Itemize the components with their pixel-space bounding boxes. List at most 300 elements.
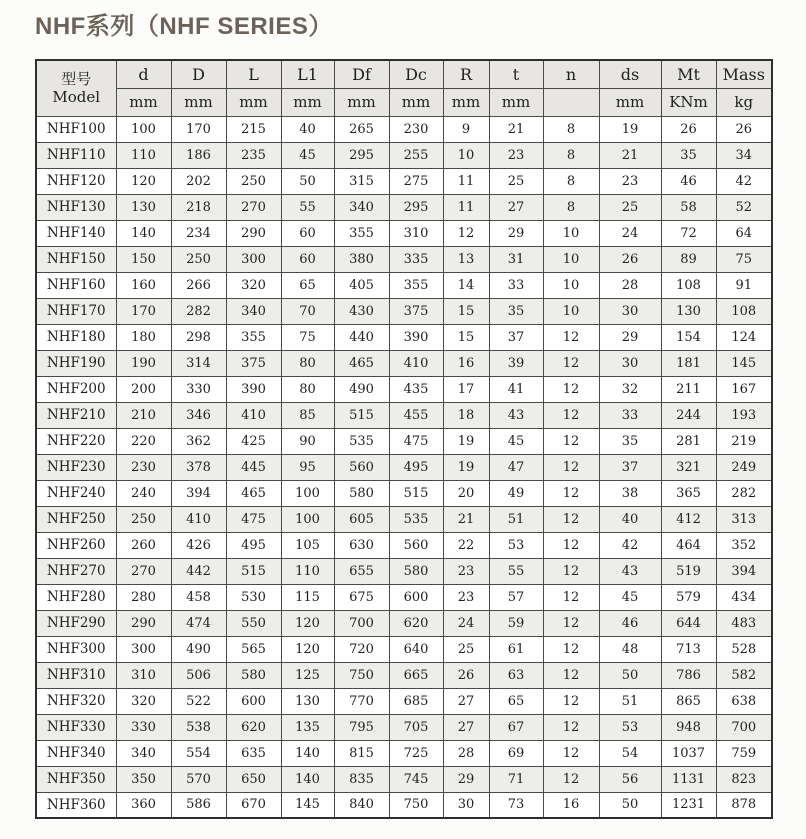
cell-r: 15 <box>443 298 489 324</box>
cell-l: 270 <box>226 194 281 220</box>
cell-d: 218 <box>171 194 226 220</box>
cell-t: 63 <box>489 662 543 688</box>
cell-n: 10 <box>543 246 599 272</box>
cell-l: 250 <box>226 168 281 194</box>
cell-ds: 53 <box>599 714 661 740</box>
cell-d: 300 <box>116 636 171 662</box>
cell-mt: 865 <box>661 688 716 714</box>
cell-dc: 685 <box>389 688 443 714</box>
cell-mt: 464 <box>661 532 716 558</box>
cell-d: 490 <box>171 636 226 662</box>
cell-l: 410 <box>226 402 281 428</box>
cell-mt: 244 <box>661 402 716 428</box>
cell-d: 266 <box>171 272 226 298</box>
cell-ds: 23 <box>599 168 661 194</box>
cell-n: 16 <box>543 792 599 818</box>
cell-d: 190 <box>116 350 171 376</box>
header-cell-mt: Mt <box>661 60 716 88</box>
table-row <box>36 610 772 636</box>
header-unit-l1: mm <box>281 88 334 116</box>
cell-df: 515 <box>334 402 389 428</box>
cell-mass: 42 <box>716 168 772 194</box>
cell-mass: 193 <box>716 402 772 428</box>
cell-ds: 42 <box>599 532 661 558</box>
cell-model: NHF260 <box>36 532 116 558</box>
cell-d: 160 <box>116 272 171 298</box>
cell-model: NHF230 <box>36 454 116 480</box>
cell-l1: 95 <box>281 454 334 480</box>
cell-ds: 48 <box>599 636 661 662</box>
cell-ds: 21 <box>599 142 661 168</box>
cell-l: 235 <box>226 142 281 168</box>
cell-l: 355 <box>226 324 281 350</box>
cell-d: 220 <box>116 428 171 454</box>
cell-mass: 75 <box>716 246 772 272</box>
cell-n: 12 <box>543 532 599 558</box>
cell-d: 570 <box>171 766 226 792</box>
cell-d: 120 <box>116 168 171 194</box>
cell-mt: 130 <box>661 298 716 324</box>
table-row <box>36 506 772 532</box>
cell-model: NHF170 <box>36 298 116 324</box>
cell-t: 37 <box>489 324 543 350</box>
cell-d: 310 <box>116 662 171 688</box>
cell-mt: 412 <box>661 506 716 532</box>
cell-d: 282 <box>171 298 226 324</box>
header-unit-r: mm <box>443 88 489 116</box>
header-cell-n: n <box>543 60 599 88</box>
cell-n: 12 <box>543 428 599 454</box>
cell-dc: 335 <box>389 246 443 272</box>
cell-n: 12 <box>543 376 599 402</box>
cell-model: NHF310 <box>36 662 116 688</box>
cell-ds: 30 <box>599 350 661 376</box>
cell-mt: 35 <box>661 142 716 168</box>
cell-mt: 519 <box>661 558 716 584</box>
cell-dc: 475 <box>389 428 443 454</box>
cell-df: 265 <box>334 116 389 142</box>
cell-mass: 91 <box>716 272 772 298</box>
cell-ds: 33 <box>599 402 661 428</box>
cell-d: 394 <box>171 480 226 506</box>
cell-mt: 211 <box>661 376 716 402</box>
cell-df: 675 <box>334 584 389 610</box>
cell-model: NHF300 <box>36 636 116 662</box>
cell-l1: 100 <box>281 506 334 532</box>
cell-df: 720 <box>334 636 389 662</box>
cell-mt: 281 <box>661 428 716 454</box>
cell-ds: 30 <box>599 298 661 324</box>
cell-mass: 124 <box>716 324 772 350</box>
cell-mt: 644 <box>661 610 716 636</box>
cell-df: 490 <box>334 376 389 402</box>
cell-mt: 26 <box>661 116 716 142</box>
cell-l1: 140 <box>281 766 334 792</box>
cell-df: 795 <box>334 714 389 740</box>
table-row <box>36 662 772 688</box>
cell-l1: 125 <box>281 662 334 688</box>
cell-l: 375 <box>226 350 281 376</box>
cell-d: 234 <box>171 220 226 246</box>
table-header <box>36 60 772 116</box>
cell-mass: 759 <box>716 740 772 766</box>
cell-mt: 72 <box>661 220 716 246</box>
cell-n: 8 <box>543 194 599 220</box>
cell-dc: 580 <box>389 558 443 584</box>
cell-n: 12 <box>543 584 599 610</box>
cell-n: 12 <box>543 324 599 350</box>
cell-r: 23 <box>443 584 489 610</box>
cell-r: 19 <box>443 454 489 480</box>
cell-d: 360 <box>116 792 171 818</box>
header-cell-ds: ds <box>599 60 661 88</box>
table-row <box>36 402 772 428</box>
cell-d: 210 <box>116 402 171 428</box>
cell-mass: 700 <box>716 714 772 740</box>
cell-model: NHF190 <box>36 350 116 376</box>
cell-dc: 230 <box>389 116 443 142</box>
cell-t: 39 <box>489 350 543 376</box>
cell-df: 815 <box>334 740 389 766</box>
cell-mass: 145 <box>716 350 772 376</box>
cell-model: NHF200 <box>36 376 116 402</box>
cell-model: NHF250 <box>36 506 116 532</box>
cell-model: NHF100 <box>36 116 116 142</box>
cell-t: 65 <box>489 688 543 714</box>
cell-mass: 219 <box>716 428 772 454</box>
cell-d: 522 <box>171 688 226 714</box>
cell-l: 515 <box>226 558 281 584</box>
cell-l: 390 <box>226 376 281 402</box>
cell-d: 538 <box>171 714 226 740</box>
cell-d: 270 <box>116 558 171 584</box>
header-unit-d: mm <box>171 88 226 116</box>
cell-mt: 46 <box>661 168 716 194</box>
cell-mass: 352 <box>716 532 772 558</box>
cell-l: 475 <box>226 506 281 532</box>
cell-n: 12 <box>543 714 599 740</box>
cell-model: NHF280 <box>36 584 116 610</box>
cell-ds: 54 <box>599 740 661 766</box>
cell-r: 18 <box>443 402 489 428</box>
cell-d: 186 <box>171 142 226 168</box>
cell-dc: 275 <box>389 168 443 194</box>
cell-d: 410 <box>171 506 226 532</box>
cell-model: NHF140 <box>36 220 116 246</box>
cell-ds: 40 <box>599 506 661 532</box>
cell-df: 835 <box>334 766 389 792</box>
cell-ds: 46 <box>599 610 661 636</box>
cell-n: 12 <box>543 740 599 766</box>
cell-mass: 483 <box>716 610 772 636</box>
cell-r: 28 <box>443 740 489 766</box>
nhf-series-table <box>35 59 773 819</box>
table-row <box>36 324 772 350</box>
cell-r: 29 <box>443 766 489 792</box>
cell-t: 57 <box>489 584 543 610</box>
cell-mt: 89 <box>661 246 716 272</box>
table-row <box>36 376 772 402</box>
cell-d: 506 <box>171 662 226 688</box>
cell-l: 650 <box>226 766 281 792</box>
cell-df: 770 <box>334 688 389 714</box>
cell-d: 442 <box>171 558 226 584</box>
cell-l: 580 <box>226 662 281 688</box>
table-row <box>36 116 772 142</box>
cell-l: 290 <box>226 220 281 246</box>
cell-mt: 713 <box>661 636 716 662</box>
cell-mass: 394 <box>716 558 772 584</box>
cell-d: 378 <box>171 454 226 480</box>
cell-df: 405 <box>334 272 389 298</box>
table-row <box>36 350 772 376</box>
model-label-cn: 型号 <box>61 69 92 88</box>
header-cell-mass: Mass <box>716 60 772 88</box>
header-unit-n <box>543 88 599 116</box>
cell-d: 202 <box>171 168 226 194</box>
cell-dc: 375 <box>389 298 443 324</box>
table-row <box>36 168 772 194</box>
table-row <box>36 532 772 558</box>
cell-t: 31 <box>489 246 543 272</box>
cell-mass: 52 <box>716 194 772 220</box>
cell-t: 43 <box>489 402 543 428</box>
cell-dc: 750 <box>389 792 443 818</box>
cell-r: 10 <box>443 142 489 168</box>
header-unit-df: mm <box>334 88 389 116</box>
cell-l1: 60 <box>281 220 334 246</box>
header-unit-ds: mm <box>599 88 661 116</box>
cell-model: NHF240 <box>36 480 116 506</box>
cell-n: 12 <box>543 688 599 714</box>
cell-df: 840 <box>334 792 389 818</box>
cell-dc: 665 <box>389 662 443 688</box>
cell-model: NHF130 <box>36 194 116 220</box>
cell-l1: 80 <box>281 376 334 402</box>
cell-n: 12 <box>543 506 599 532</box>
cell-r: 15 <box>443 324 489 350</box>
cell-d: 330 <box>171 376 226 402</box>
cell-n: 12 <box>543 636 599 662</box>
cell-l: 425 <box>226 428 281 454</box>
cell-r: 11 <box>443 168 489 194</box>
cell-dc: 640 <box>389 636 443 662</box>
cell-model: NHF120 <box>36 168 116 194</box>
header-unit-mass: kg <box>716 88 772 116</box>
cell-ds: 45 <box>599 584 661 610</box>
cell-d: 290 <box>116 610 171 636</box>
cell-r: 21 <box>443 506 489 532</box>
cell-ds: 51 <box>599 688 661 714</box>
cell-ds: 19 <box>599 116 661 142</box>
cell-d: 180 <box>116 324 171 350</box>
cell-mt: 108 <box>661 272 716 298</box>
cell-d: 314 <box>171 350 226 376</box>
cell-mass: 167 <box>716 376 772 402</box>
cell-r: 27 <box>443 688 489 714</box>
cell-t: 21 <box>489 116 543 142</box>
cell-mt: 948 <box>661 714 716 740</box>
cell-mt: 321 <box>661 454 716 480</box>
cell-df: 430 <box>334 298 389 324</box>
table-row <box>36 194 772 220</box>
table-row <box>36 636 772 662</box>
cell-l1: 145 <box>281 792 334 818</box>
cell-t: 35 <box>489 298 543 324</box>
cell-model: NHF330 <box>36 714 116 740</box>
cell-n: 12 <box>543 454 599 480</box>
cell-mt: 1037 <box>661 740 716 766</box>
cell-model: NHF320 <box>36 688 116 714</box>
cell-ds: 56 <box>599 766 661 792</box>
cell-mt: 365 <box>661 480 716 506</box>
cell-t: 47 <box>489 454 543 480</box>
table-row <box>36 428 772 454</box>
cell-t: 69 <box>489 740 543 766</box>
cell-ds: 24 <box>599 220 661 246</box>
cell-ds: 28 <box>599 272 661 298</box>
cell-ds: 50 <box>599 792 661 818</box>
cell-mass: 108 <box>716 298 772 324</box>
cell-d: 298 <box>171 324 226 350</box>
cell-r: 9 <box>443 116 489 142</box>
cell-df: 380 <box>334 246 389 272</box>
cell-dc: 535 <box>389 506 443 532</box>
cell-dc: 515 <box>389 480 443 506</box>
cell-d: 346 <box>171 402 226 428</box>
header-unit-row <box>36 88 772 116</box>
cell-dc: 390 <box>389 324 443 350</box>
cell-d: 330 <box>116 714 171 740</box>
cell-t: 55 <box>489 558 543 584</box>
cell-d: 474 <box>171 610 226 636</box>
cell-dc: 725 <box>389 740 443 766</box>
cell-l1: 40 <box>281 116 334 142</box>
header-unit-dc: mm <box>389 88 443 116</box>
cell-mass: 313 <box>716 506 772 532</box>
cell-l1: 130 <box>281 688 334 714</box>
table-row <box>36 688 772 714</box>
cell-l1: 65 <box>281 272 334 298</box>
cell-l: 620 <box>226 714 281 740</box>
header-cell-df: Df <box>334 60 389 88</box>
cell-t: 51 <box>489 506 543 532</box>
cell-l1: 45 <box>281 142 334 168</box>
cell-d: 240 <box>116 480 171 506</box>
cell-df: 295 <box>334 142 389 168</box>
cell-dc: 560 <box>389 532 443 558</box>
cell-t: 33 <box>489 272 543 298</box>
cell-t: 29 <box>489 220 543 246</box>
cell-mt: 579 <box>661 584 716 610</box>
table-row <box>36 298 772 324</box>
cell-ds: 37 <box>599 454 661 480</box>
cell-l: 215 <box>226 116 281 142</box>
cell-d: 340 <box>116 740 171 766</box>
model-label-en: Model <box>52 88 101 107</box>
cell-l1: 75 <box>281 324 334 350</box>
cell-mass: 434 <box>716 584 772 610</box>
cell-ds: 26 <box>599 246 661 272</box>
cell-n: 10 <box>543 272 599 298</box>
cell-d: 554 <box>171 740 226 766</box>
cell-df: 355 <box>334 220 389 246</box>
cell-mt: 786 <box>661 662 716 688</box>
cell-mt: 1231 <box>661 792 716 818</box>
cell-r: 13 <box>443 246 489 272</box>
cell-dc: 705 <box>389 714 443 740</box>
cell-mass: 638 <box>716 688 772 714</box>
table-row <box>36 454 772 480</box>
cell-l: 495 <box>226 532 281 558</box>
cell-d: 130 <box>116 194 171 220</box>
cell-r: 27 <box>443 714 489 740</box>
cell-r: 26 <box>443 662 489 688</box>
cell-l1: 55 <box>281 194 334 220</box>
cell-model: NHF340 <box>36 740 116 766</box>
cell-model: NHF360 <box>36 792 116 818</box>
cell-model: NHF160 <box>36 272 116 298</box>
cell-l1: 60 <box>281 246 334 272</box>
cell-l: 550 <box>226 610 281 636</box>
cell-l1: 85 <box>281 402 334 428</box>
cell-l1: 90 <box>281 428 334 454</box>
cell-t: 61 <box>489 636 543 662</box>
header-unit-l: mm <box>226 88 281 116</box>
header-cell-model <box>36 60 116 116</box>
cell-t: 41 <box>489 376 543 402</box>
cell-dc: 295 <box>389 194 443 220</box>
cell-dc: 255 <box>389 142 443 168</box>
cell-n: 12 <box>543 350 599 376</box>
cell-ds: 32 <box>599 376 661 402</box>
cell-mt: 154 <box>661 324 716 350</box>
cell-df: 700 <box>334 610 389 636</box>
table-row <box>36 740 772 766</box>
cell-model: NHF350 <box>36 766 116 792</box>
header-label-row <box>36 60 772 88</box>
cell-l: 320 <box>226 272 281 298</box>
cell-mass: 528 <box>716 636 772 662</box>
header-cell-t: t <box>489 60 543 88</box>
cell-d: 586 <box>171 792 226 818</box>
cell-dc: 435 <box>389 376 443 402</box>
cell-l: 465 <box>226 480 281 506</box>
cell-n: 12 <box>543 558 599 584</box>
cell-d: 100 <box>116 116 171 142</box>
table-row <box>36 766 772 792</box>
cell-t: 25 <box>489 168 543 194</box>
cell-d: 230 <box>116 454 171 480</box>
cell-l1: 120 <box>281 636 334 662</box>
cell-d: 320 <box>116 688 171 714</box>
table-body <box>36 116 772 818</box>
cell-r: 30 <box>443 792 489 818</box>
table-row <box>36 480 772 506</box>
cell-t: 67 <box>489 714 543 740</box>
cell-mt: 181 <box>661 350 716 376</box>
cell-l: 600 <box>226 688 281 714</box>
cell-df: 440 <box>334 324 389 350</box>
cell-ds: 50 <box>599 662 661 688</box>
cell-n: 12 <box>543 610 599 636</box>
cell-l1: 140 <box>281 740 334 766</box>
cell-ds: 38 <box>599 480 661 506</box>
cell-d: 170 <box>171 116 226 142</box>
cell-t: 49 <box>489 480 543 506</box>
table-row <box>36 584 772 610</box>
header-cell-dc: Dc <box>389 60 443 88</box>
